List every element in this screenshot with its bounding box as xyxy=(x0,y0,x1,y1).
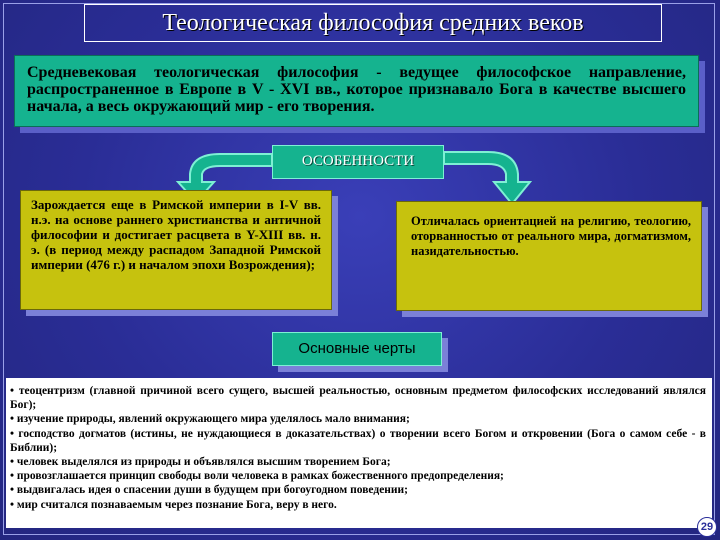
slide-title: Теологическая философия средних веков xyxy=(84,4,662,42)
features-label: ОСОБЕННОСТИ xyxy=(272,145,444,179)
list-item: • теоцентризм (главной причиной всего сущего, высшей реальностью, основным предметом философских исследований являлся Бог); xyxy=(10,385,706,412)
list-item: • провозглашается принцип свободы воли человека в рамках божественного предопределения; xyxy=(10,470,504,483)
main-traits-label: Основные черты xyxy=(272,332,442,366)
left-feature-box: Зарождается еще в Римской империи в I-V вв. н.э. на основе раннего христианства и античной философии и достигает расцвета в Y-XIII вв. н. э. (в период между распадом Западной Римской империи (476 г.) и началом эпохи Возрождения); xyxy=(20,190,332,310)
list-item: • выдвигалась идея о спасении души в будущем при богоугодном поведении; xyxy=(10,484,409,497)
list-item: • изучение природы, явлений окружающего мира уделялось мало внимания; xyxy=(10,413,410,426)
definition-box: Средневековая теологическая философия - ведущее философское направление, распространенное в Европе в V - XVI вв., которое признавало Бога в качестве высшего начала, а весь окружающий мир - его творения. xyxy=(14,55,699,127)
list-item: • человек выделялся из природы и объявлялся высшим творением Бога; xyxy=(10,456,391,469)
right-feature-box: Отличалась ориентацией на религию, теологию, оторванностью от реального мира, догматизмом, назидательностью. xyxy=(396,201,702,311)
list-item: • господство догматов (истины, не нуждающиеся в доказательствах) о творении всего Богом и откровении (Бога о самом себе - в Библии); xyxy=(10,427,706,454)
arrow-right-icon xyxy=(440,144,550,206)
list-item: • мир считался познаваемым через познание Бога, веру в него. xyxy=(10,498,337,511)
page-number: 29 xyxy=(697,517,717,537)
main-traits-list xyxy=(6,378,712,528)
